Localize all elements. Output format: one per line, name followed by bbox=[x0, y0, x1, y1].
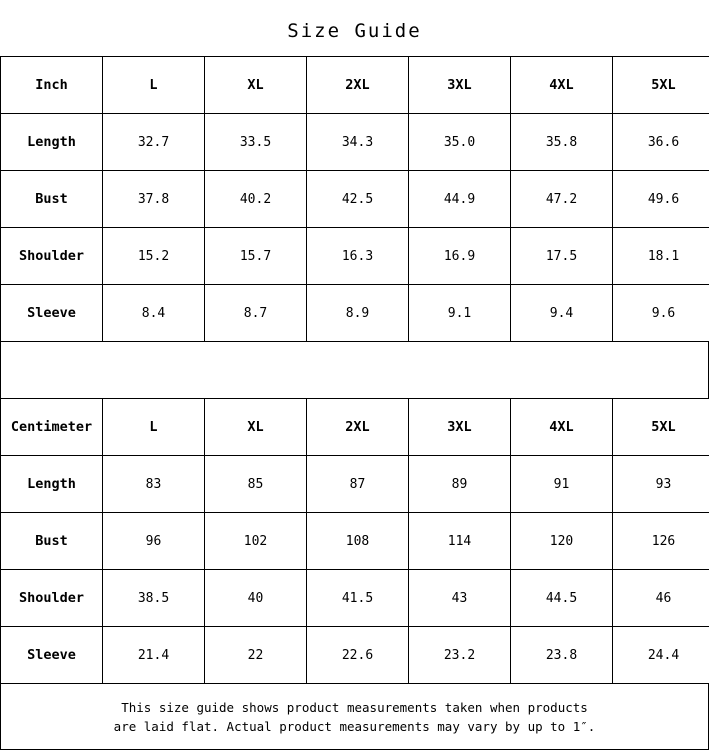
table-row bbox=[1, 513, 709, 570]
measurement-cell: 85 bbox=[205, 456, 307, 513]
table-spacer bbox=[0, 342, 709, 398]
measurement-cell: 91 bbox=[511, 456, 613, 513]
size-column-header: 5XL bbox=[613, 399, 709, 456]
measurement-cell: 40 bbox=[205, 570, 307, 627]
measurement-cell: 8.7 bbox=[205, 285, 307, 342]
measurement-cell: 22 bbox=[205, 627, 307, 684]
measurement-cell: 108 bbox=[307, 513, 409, 570]
page-title: Size Guide bbox=[0, 0, 709, 56]
measurement-cell: 36.6 bbox=[613, 114, 709, 171]
size-column-header: 3XL bbox=[409, 399, 511, 456]
row-label: Sleeve bbox=[1, 627, 103, 684]
inch-table-wrapper bbox=[0, 56, 709, 342]
measurement-cell: 44.5 bbox=[511, 570, 613, 627]
measurement-cell: 43 bbox=[409, 570, 511, 627]
size-column-header: XL bbox=[205, 399, 307, 456]
measurement-cell: 23.2 bbox=[409, 627, 511, 684]
measurement-cell: 47.2 bbox=[511, 171, 613, 228]
measurement-cell: 8.9 bbox=[307, 285, 409, 342]
measurement-cell: 46 bbox=[613, 570, 709, 627]
table-header-row bbox=[1, 57, 709, 114]
note-line-1: This size guide shows product measurements taken when products bbox=[25, 698, 684, 717]
size-column-header: 5XL bbox=[613, 57, 709, 114]
measurement-cell: 21.4 bbox=[103, 627, 205, 684]
measurement-cell: 8.4 bbox=[103, 285, 205, 342]
inch-size-table bbox=[0, 56, 709, 342]
measurement-cell: 22.6 bbox=[307, 627, 409, 684]
table-row bbox=[1, 114, 709, 171]
table-row bbox=[1, 627, 709, 684]
size-column-header: 2XL bbox=[307, 57, 409, 114]
size-guide-note bbox=[0, 684, 709, 750]
measurement-cell: 42.5 bbox=[307, 171, 409, 228]
measurement-cell: 15.7 bbox=[205, 228, 307, 285]
size-column-header: 3XL bbox=[409, 57, 511, 114]
measurement-cell: 38.5 bbox=[103, 570, 205, 627]
measurement-cell: 102 bbox=[205, 513, 307, 570]
measurement-cell: 40.2 bbox=[205, 171, 307, 228]
measurement-cell: 23.8 bbox=[511, 627, 613, 684]
measurement-cell: 9.1 bbox=[409, 285, 511, 342]
measurement-cell: 35.0 bbox=[409, 114, 511, 171]
measurement-cell: 120 bbox=[511, 513, 613, 570]
row-label: Shoulder bbox=[1, 570, 103, 627]
table-row bbox=[1, 456, 709, 513]
measurement-cell: 16.3 bbox=[307, 228, 409, 285]
measurement-cell: 35.8 bbox=[511, 114, 613, 171]
measurement-cell: 32.7 bbox=[103, 114, 205, 171]
measurement-cell: 24.4 bbox=[613, 627, 709, 684]
measurement-cell: 93 bbox=[613, 456, 709, 513]
measurement-cell: 44.9 bbox=[409, 171, 511, 228]
table-header-row bbox=[1, 399, 709, 456]
row-label: Sleeve bbox=[1, 285, 103, 342]
row-label: Bust bbox=[1, 171, 103, 228]
measurement-cell: 9.4 bbox=[511, 285, 613, 342]
centimeter-size-table bbox=[0, 398, 709, 684]
size-column-header: 4XL bbox=[511, 399, 613, 456]
size-column-header: L bbox=[103, 57, 205, 114]
size-column-header: 4XL bbox=[511, 57, 613, 114]
measurement-cell: 33.5 bbox=[205, 114, 307, 171]
measurement-cell: 15.2 bbox=[103, 228, 205, 285]
centimeter-table-wrapper bbox=[0, 398, 709, 684]
measurement-cell: 18.1 bbox=[613, 228, 709, 285]
table-row bbox=[1, 228, 709, 285]
row-label: Length bbox=[1, 456, 103, 513]
measurement-cell: 89 bbox=[409, 456, 511, 513]
measurement-cell: 41.5 bbox=[307, 570, 409, 627]
measurement-cell: 83 bbox=[103, 456, 205, 513]
table-row bbox=[1, 171, 709, 228]
measurement-cell: 9.6 bbox=[613, 285, 709, 342]
table-row bbox=[1, 285, 709, 342]
row-label: Shoulder bbox=[1, 228, 103, 285]
size-column-header: L bbox=[103, 399, 205, 456]
note-line-2: are laid flat. Actual product measurements may vary by up to 1″. bbox=[25, 717, 684, 736]
measurement-cell: 34.3 bbox=[307, 114, 409, 171]
measurement-cell: 126 bbox=[613, 513, 709, 570]
row-label: Bust bbox=[1, 513, 103, 570]
measurement-cell: 87 bbox=[307, 456, 409, 513]
unit-label-centimeter: Centimeter bbox=[1, 399, 103, 456]
measurement-cell: 114 bbox=[409, 513, 511, 570]
row-label: Length bbox=[1, 114, 103, 171]
measurement-cell: 16.9 bbox=[409, 228, 511, 285]
table-row bbox=[1, 570, 709, 627]
measurement-cell: 96 bbox=[103, 513, 205, 570]
measurement-cell: 37.8 bbox=[103, 171, 205, 228]
size-column-header: 2XL bbox=[307, 399, 409, 456]
measurement-cell: 49.6 bbox=[613, 171, 709, 228]
measurement-cell: 17.5 bbox=[511, 228, 613, 285]
unit-label-inch: Inch bbox=[1, 57, 103, 114]
size-column-header: XL bbox=[205, 57, 307, 114]
